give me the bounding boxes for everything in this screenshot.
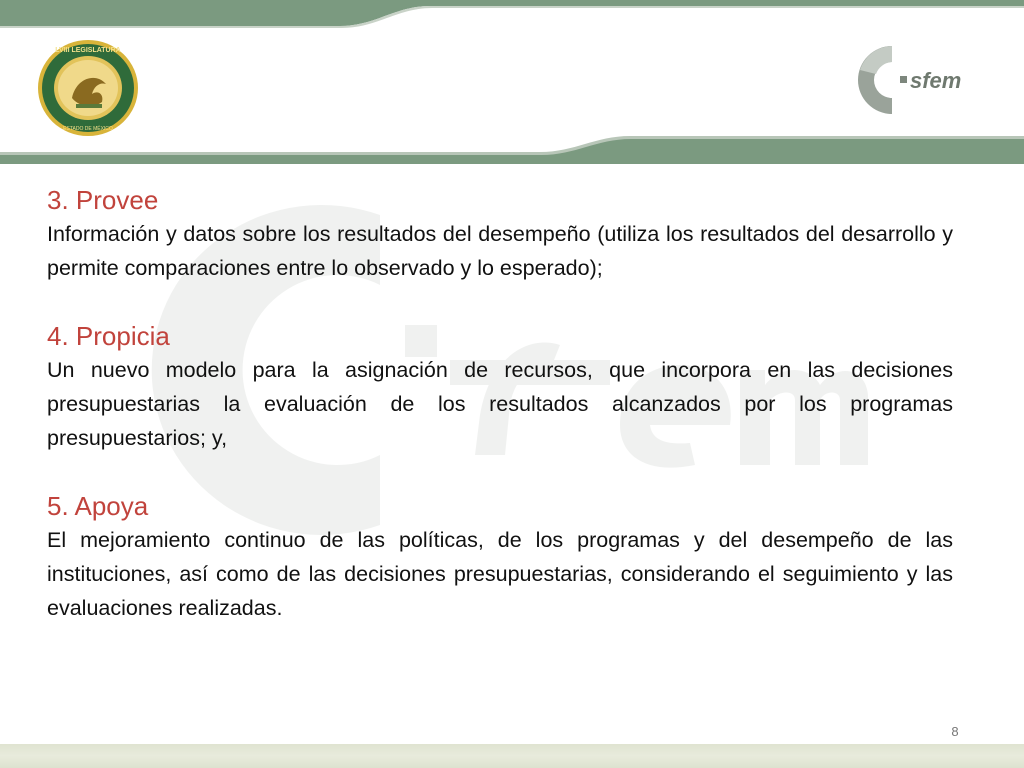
svg-text:sfem: sfem (910, 68, 962, 93)
section-provee (47, 183, 953, 285)
cefem-logo-icon (852, 40, 986, 120)
svg-text:LVIII LEGISLATURA: LVIII LEGISLATURA (55, 47, 121, 54)
spacer (47, 285, 953, 319)
header-decorative-band (0, 134, 1024, 164)
page-number: 8 (951, 724, 959, 739)
top-decorative-band (0, 0, 1024, 30)
svg-text:ESTADO DE MÉXICO: ESTADO DE MÉXICO (63, 126, 113, 132)
slide-content (47, 183, 953, 625)
section-apoya (47, 489, 953, 625)
section-body: Información y datos sobre los resultados del desempeño (utiliza los resultados del desarrollo y permite comparaciones entre lo observado y lo esperado); (47, 222, 953, 280)
section-title: 5. Apoya (47, 491, 149, 521)
bottom-decorative-band (0, 744, 1024, 768)
spacer (47, 455, 953, 489)
section-propicia (47, 319, 953, 455)
section-body: Un nuevo modelo para la asignación de recursos, que incorpora en las decisiones presupuestarias la evaluación de los resultados alcanzados por los programas presupuestarios; y, (47, 358, 953, 450)
legislatura-seal-icon (36, 38, 140, 138)
section-title: 3. Provee (47, 185, 159, 215)
section-title: 4. Propicia (47, 321, 170, 351)
section-body: El mejoramiento continuo de las políticas, de los programas y del desempeño de las instituciones, así como de las decisiones presupuestarias, considerando el seguimiento y las evaluaciones realizadas. (47, 528, 953, 620)
